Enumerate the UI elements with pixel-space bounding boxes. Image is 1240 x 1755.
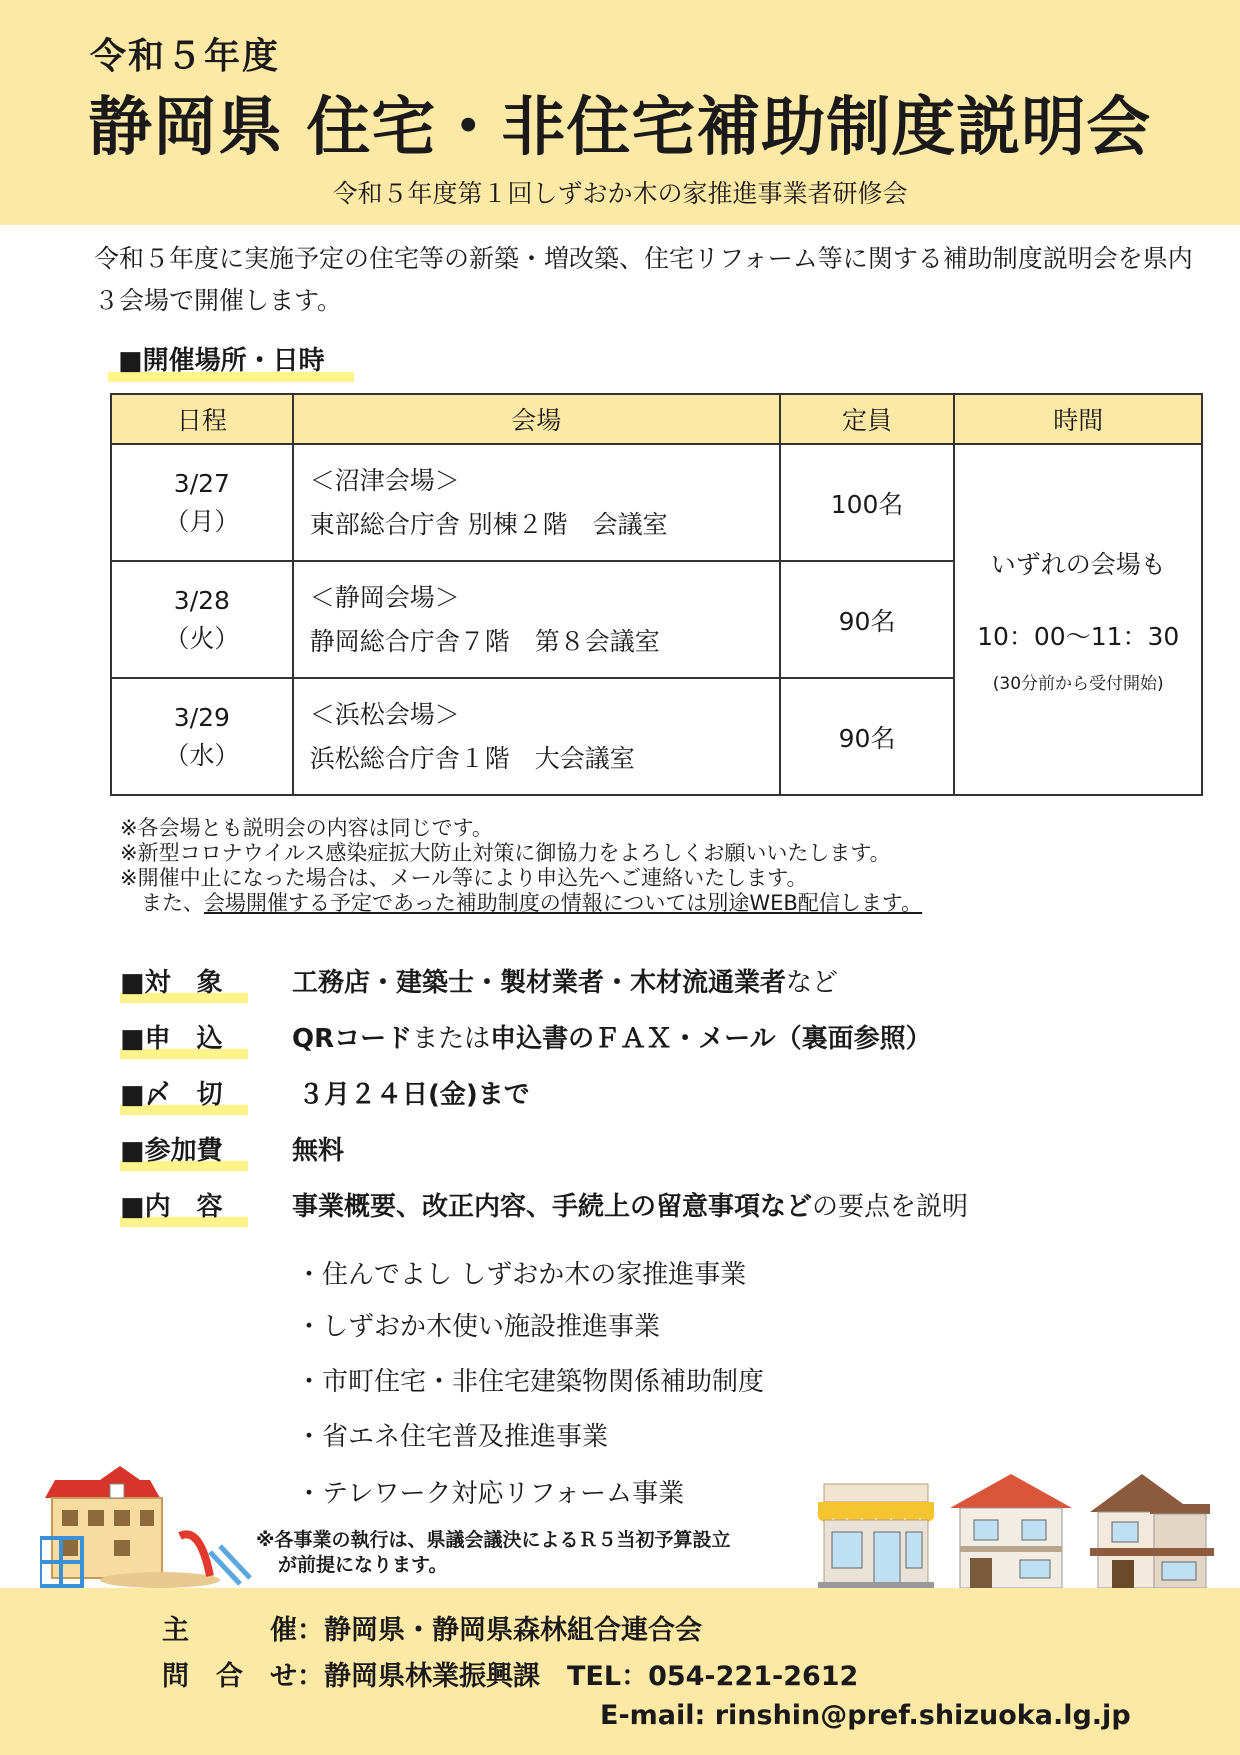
info-value [292, 962, 838, 999]
weekday: （水） [164, 740, 240, 770]
info-key: ■申 込 [120, 1024, 223, 1054]
fiscal-year: 令和５年度 [90, 36, 281, 77]
apply-fax-mail: 申込書のＦＡＸ・メール（裏面参照） [490, 1024, 932, 1054]
time-common: いずれの会場も [990, 550, 1166, 579]
date: 3/29 [173, 702, 230, 732]
note-line [120, 891, 922, 916]
info-key: ■対 象 [120, 968, 223, 998]
host-line [162, 1608, 702, 1647]
budget-note-line: が前提になります。 [278, 1554, 448, 1576]
date: 3/27 [173, 468, 230, 498]
intro-text: 令和５年度に実施予定の住宅等の新築・増改築、住宅リフォーム等に関する補助制度説明会を県内３会場で開催します。 [94, 244, 1193, 315]
schedule-section-label: ■開催場所・日時 [118, 346, 325, 376]
date: 3/28 [173, 585, 230, 615]
house-illustration-icon [950, 1474, 1072, 1588]
email-address[interactable]: E-mail: rinshin@pref.shizuoka.lg.jp [600, 1700, 1131, 1731]
table-row [111, 444, 1202, 561]
apply-qr: QRコード [292, 1024, 413, 1054]
deadline-value: ３月２４日(金)まで [298, 1080, 530, 1110]
time-cell [954, 444, 1202, 795]
page-subtitle: 令和５年度第１回しずおか木の家推進事業者研修会 [332, 179, 908, 208]
date-cell [111, 678, 293, 795]
shop-illustration-icon [818, 1480, 934, 1588]
page-title: 静岡県 住宅・非住宅補助制度説明会 [88, 91, 1152, 165]
venue-place: 浜松総合庁舎１階 大会議室 [309, 743, 635, 773]
venue-name: ＜静岡会場＞ [309, 582, 460, 612]
note-line: ※開催中止になった場合は、メール等により申込先へご連絡いたします。 [120, 866, 808, 890]
note-line: ※各会場とも説明会の内容は同じです。 [120, 816, 493, 840]
info-key: ■内 容 [120, 1192, 223, 1222]
capacity-cell: 90名 [780, 678, 955, 795]
schedule-table [110, 393, 1203, 796]
program-item: ・テレワーク対応リフォーム事業 [296, 1479, 685, 1509]
col-header-time: 時間 [954, 394, 1202, 444]
content-summary: 事業概要、改正内容、手続上の留意事項など [292, 1192, 813, 1222]
time-note: (30分前から受付開始) [992, 674, 1164, 694]
content-suffix: の要点を説明 [812, 1192, 969, 1222]
contact-key: 問 合 せ： [162, 1661, 324, 1692]
two-story-house-illustration-icon [1090, 1474, 1218, 1588]
web-delivery-note: 会場開催する予定であった補助制度の情報については別途WEB配信します。 [204, 891, 923, 915]
apply-or: または [412, 1024, 491, 1054]
weekday: （火） [164, 623, 240, 653]
col-header-venue: 会場 [293, 394, 780, 444]
note-prefix: また、 [120, 891, 204, 915]
venue-place: 東部総合庁舎 別棟２階 会議室 [309, 509, 668, 539]
school-illustration-icon [40, 1466, 260, 1588]
venue-name: ＜沼津会場＞ [309, 465, 460, 495]
notes-block [120, 816, 922, 916]
budget-note [256, 1528, 730, 1578]
fee-value: 無料 [292, 1136, 345, 1166]
info-value [292, 1018, 932, 1055]
venue-name: ＜浜松会場＞ [309, 699, 460, 729]
venue-place: 静岡総合庁舎７階 第８会議室 [309, 626, 660, 656]
budget-note-line: ※各事業の執行は、県議会議決によるＲ５当初予算設立 [256, 1529, 731, 1551]
venue-cell [293, 561, 780, 678]
contact-line [162, 1654, 858, 1693]
table-header-row [111, 394, 1202, 444]
host-key: 主 催： [162, 1615, 324, 1646]
time-range: 10：00〜11：30 [977, 622, 1180, 651]
target-audience: 工務店・建築士・製材業者・木材流通業者 [292, 968, 787, 998]
info-value [292, 1186, 968, 1223]
date-cell [111, 444, 293, 561]
date-cell [111, 561, 293, 678]
contact-value: 静岡県林業振興課 TEL：054-221-2612 [324, 1661, 859, 1692]
venue-cell [293, 678, 780, 795]
col-header-capacity: 定員 [780, 394, 955, 444]
note-line: ※新型コロナウイルス感染症拡大防止対策に御協力をよろしくお願いいたします。 [120, 841, 891, 865]
program-item: ・住んでよし しずおか木の家推進事業 [296, 1260, 747, 1290]
venue-cell [293, 444, 780, 561]
info-key: ■〆 切 [120, 1080, 223, 1110]
capacity-cell: 100名 [780, 444, 955, 561]
program-item: ・省エネ住宅普及推進事業 [296, 1422, 609, 1452]
program-item: ・市町住宅・非住宅建築物関係補助制度 [296, 1367, 765, 1397]
info-key: ■参加費 [120, 1136, 223, 1166]
weekday: （月） [164, 506, 240, 536]
capacity-cell: 90名 [780, 561, 955, 678]
target-suffix: など [786, 968, 839, 998]
col-header-date: 日程 [111, 394, 293, 444]
program-item: ・しずおか木使い施設推進事業 [296, 1312, 661, 1342]
host-value: 静岡県・静岡県森林組合連合会 [324, 1615, 702, 1646]
